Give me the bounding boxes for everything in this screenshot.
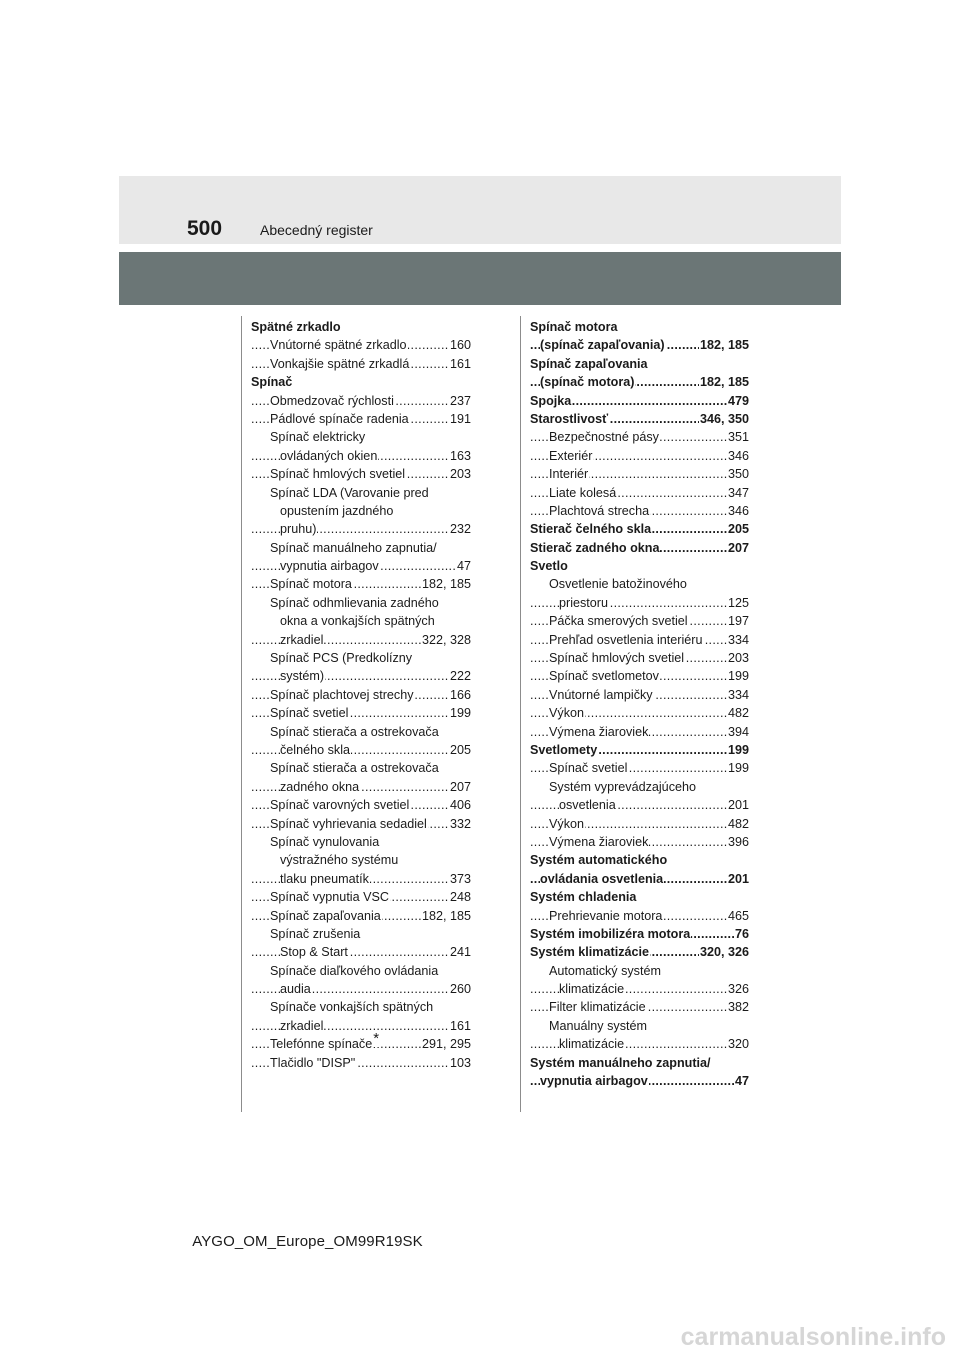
entry-page-ref: 291, 295 [421,1035,471,1053]
entry-label: Systém vyprevádzajúceho [549,779,696,794]
entry-page-ref: 207 [449,778,471,796]
entry-page-ref: 203 [727,649,749,667]
index-entry [530,392,749,410]
entry-page-ref: 205 [449,741,471,759]
index-entry [530,631,749,649]
entry-label: Výmena žiaroviek [549,834,649,849]
index-entry [530,704,749,722]
entry-page-ref: 406 [449,796,471,814]
index-entry [251,355,471,373]
entry-label: Telefónne spínače [270,1037,373,1052]
index-entry [530,888,749,906]
index-entry [530,484,749,502]
index-entry [251,907,471,925]
entry-label: Spínač PCS (Predkolízny [270,651,413,666]
entry-label: Spínač [251,375,293,390]
index-entry [251,962,471,980]
index-entry [251,741,471,759]
entry-page-ref: 205 [727,520,749,538]
index-entry [530,833,749,851]
entry-page-ref: 207 [727,539,749,557]
entry-label: Vnútorné spätné zrkadlo [270,338,407,353]
entry-label: Spínač plachtovej strechy [270,687,414,702]
section-title: Abecedný register [260,222,373,238]
index-entry [251,502,471,520]
footnote-marker: * [373,1030,380,1048]
entry-label: osvetlenia [559,798,616,813]
entry-label: Spínač stierača a ostrekovača [270,761,439,776]
page-number: 500 [187,217,223,240]
entry-page-ref: 346 [727,447,749,465]
index-entry [251,594,471,612]
index-entry [530,778,749,796]
entry-page-ref: 351 [727,428,749,446]
index-entry [530,1035,749,1053]
entry-page-ref: 199 [727,741,749,759]
entry-label: Výkon [549,706,585,721]
section-band [119,252,841,305]
index-entry [530,925,749,943]
index-entry [251,759,471,777]
index-entry [251,575,471,593]
entry-page-ref: 465 [727,907,749,925]
document-code: AYGO_OM_Europe_OM99R19SK [192,1233,423,1250]
entry-page-ref: 160 [449,336,471,354]
entry-label: Exteriér [549,448,593,463]
entry-label: Spínač motora [270,577,352,592]
entry-label: Automatický systém [549,963,661,978]
entry-label: Svetlomety [530,742,598,757]
index-entry [251,520,471,538]
entry-label: Spínač zapaľovania [270,908,381,923]
index-entry [251,631,471,649]
entry-page-ref: 334 [727,631,749,649]
entry-page-ref: 347 [727,484,749,502]
entry-page-ref: 322, 328 [421,631,471,649]
index-entry [530,557,749,575]
entry-page-ref: 47 [734,1072,749,1090]
entry-label: Pádlové spínače radenia [270,411,409,426]
entry-label: vypnutia airbagov [540,1074,648,1089]
index-entry [251,1017,471,1035]
index-entry [530,502,749,520]
entry-page-ref: 199 [727,667,749,685]
entry-label: Spínač varovných svetiel [270,798,410,813]
entry-label: Spínač vypnutia VSC [270,890,390,905]
entry-label: tlaku pneumatík [280,871,369,886]
entry-label: Systém manuálneho zapnutia/ [530,1055,711,1070]
left-column-rule [241,316,242,1112]
entry-label: Spojka [530,393,572,408]
index-entry [251,428,471,446]
entry-label: zrkadiel [280,1018,324,1033]
entry-label: Spínač svetiel [270,706,349,721]
entry-page-ref: 201 [727,870,749,888]
index-entry [530,428,749,446]
right-column-rule [520,316,521,1112]
entry-page-ref: 166 [449,686,471,704]
entry-page-ref: 260 [449,980,471,998]
entry-label: Starostlivosť [530,411,609,426]
index-entry [530,520,749,538]
entry-page-ref: 382 [727,998,749,1016]
entry-label: Spínač manuálneho zapnutia/ [270,540,437,555]
entry-page-ref: 201 [727,796,749,814]
entry-page-ref: 237 [449,392,471,410]
index-entry [530,594,749,612]
index-entry [251,465,471,483]
index-entry [530,410,749,428]
entry-label: priestoru [559,595,608,610]
entry-label: zrkadiel [280,632,324,647]
entry-label: Systém chladenia [530,890,637,905]
index-column-right [530,318,749,1090]
index-entry [530,759,749,777]
entry-page-ref: 232 [449,520,471,538]
index-entry [251,539,471,557]
entry-page-ref: 482 [727,815,749,833]
entry-label: Spínač svetlometov [549,669,659,684]
index-entry [530,667,749,685]
index-entry [251,796,471,814]
entry-label: Spínač vyhrievania sedadiel [270,816,427,831]
entry-label: klimatizácie [559,982,625,997]
entry-page-ref: 191 [449,410,471,428]
index-entry [251,392,471,410]
entry-label: Prehrievanie motora [549,908,663,923]
entry-label: Prehľad osvetlenia interiéru [549,632,703,647]
index-entry [251,318,471,336]
entry-label: Systém imobilizéra motora [530,926,691,941]
entry-label: Spínač hmlových svetiel [270,467,406,482]
index-entry [251,1030,471,1053]
index-entry [530,962,749,980]
index-entry [251,1054,471,1072]
entry-label: Spínač stierača a ostrekovača [270,724,439,739]
entry-page-ref: 482 [727,704,749,722]
entry-label: Bezpečnostné pásy [549,430,659,445]
index-entry [251,980,471,998]
entry-label: Manuálny systém [549,1018,647,1033]
index-entry [251,778,471,796]
entry-label: Osvetlenie batožinového [549,577,687,592]
entry-label: Spínač zapaľovania [530,356,648,371]
entry-label: Spínač elektricky [270,430,366,445]
entry-label: (spínač zapaľovania) [540,338,665,353]
index-entry [530,465,749,483]
entry-label: Filter klimatizácie [549,1000,646,1015]
index-entry [530,318,749,336]
index-entry [530,612,749,630]
index-entry [251,998,471,1016]
entry-label: Výkon [549,816,585,831]
entry-label: Spínač motora [530,320,618,334]
entry-label: vypnutia airbagov [280,559,379,574]
index-entry [251,723,471,741]
entry-page-ref: 241 [449,943,471,961]
entry-label: Spätné zrkadlo [251,320,341,334]
index-entry [530,649,749,667]
entry-page-ref: 76 [734,925,749,943]
index-entry [251,336,471,354]
entry-label: Spínače diaľkového ovládania [270,963,439,978]
index-entry [251,815,471,833]
entry-label: Liate kolesá [549,485,617,500]
entry-label: Stop & Start [280,945,348,960]
entry-label: Systém klimatizácie [530,945,650,960]
entry-label: Systém automatického [530,853,668,868]
entry-label: Plachtová strecha [549,503,650,518]
entry-page-ref: 161 [449,355,471,373]
index-entry [530,851,749,869]
entry-label: Vnútorné lampičky [549,687,653,702]
entry-page-ref: 47 [456,557,471,575]
entry-label: Spínač LDA (Varovanie pred [270,485,429,500]
index-entry [530,1072,749,1090]
entry-label: Spínač odhmlievania zadného [270,595,439,610]
entry-page-ref: 248 [449,888,471,906]
index-entry [530,998,749,1016]
entry-label: zadného okna [280,779,360,794]
entry-label: Spínač zrušenia [270,926,361,941]
entry-page-ref: 203 [449,465,471,483]
index-entry [530,447,749,465]
entry-page-ref: 182, 185 [699,373,749,391]
entry-label: Svetlo [530,559,568,574]
entry-label: Stierač čelného skla [530,522,652,537]
entry-label: Stierač zadného okna [530,540,660,555]
entry-label: Spínač vynulovania [270,834,380,849]
entry-label: pruhu) [280,522,317,537]
entry-label: Páčka smerových svetiel [549,614,688,629]
entry-label: ovládaných okien [280,448,378,463]
index-entry [530,980,749,998]
entry-label: Spínač svetiel [549,761,628,776]
index-entry [251,410,471,428]
index-column-left [251,318,471,1072]
entry-page-ref: 326 [727,980,749,998]
entry-label: čelného skla [280,742,351,757]
index-entry [251,649,471,667]
index-entry [251,557,471,575]
entry-page-ref: 161 [449,1017,471,1035]
entry-label: klimatizácie [559,1037,625,1052]
index-entry [530,686,749,704]
index-entry [530,373,749,391]
entry-label: Spínače vonkajších spätných [270,1000,434,1015]
entry-page-ref: 182, 185 [421,907,471,925]
index-entry [530,539,749,557]
index-entry [530,336,749,354]
index-entry [530,943,749,961]
entry-label: Obmedzovač rýchlosti [270,393,394,408]
index-entry [251,484,471,502]
entry-label: systém) [280,669,325,684]
entry-page-ref: 373 [449,870,471,888]
index-entry [251,851,471,869]
index-entry [530,575,749,593]
index-entry [251,888,471,906]
entry-label: opustením jazdného [280,503,394,518]
index-entry [251,447,471,465]
entry-page-ref: 320, 326 [699,943,749,961]
entry-label: audia [280,982,311,997]
index-entry [251,373,471,391]
entry-page-ref: 125 [727,594,749,612]
index-entry [251,925,471,943]
index-entry [530,741,749,759]
index-entry [530,907,749,925]
index-entry [251,686,471,704]
header-band [119,176,841,244]
index-entry [251,943,471,961]
entry-page-ref: 163 [449,447,471,465]
entry-label: Interiér [549,467,589,482]
entry-label: okna a vonkajších spätných [280,614,435,629]
entry-page-ref: 334 [727,686,749,704]
index-entry [251,870,471,888]
index-entry [251,612,471,630]
entry-page-ref: 394 [727,723,749,741]
entry-label: ovládania osvetlenia [540,871,664,886]
entry-page-ref: 346, 350 [699,410,749,428]
index-entry [251,667,471,685]
entry-page-ref: 182, 185 [421,575,471,593]
entry-page-ref: 222 [449,667,471,685]
entry-page-ref: 182, 185 [699,336,749,354]
index-entry [530,796,749,814]
index-entry [530,1054,749,1072]
entry-label: (spínač motora) [540,375,635,390]
entry-page-ref: 350 [727,465,749,483]
entry-label: výstražného systému [280,853,399,868]
index-entry [530,723,749,741]
entry-page-ref: 103 [449,1054,471,1072]
entry-page-ref: 332 [449,815,471,833]
entry-page-ref: 199 [449,704,471,722]
entry-page-ref: 197 [727,612,749,630]
entry-label: Výmena žiaroviek [549,724,649,739]
entry-page-ref: 320 [727,1035,749,1053]
index-entry [530,815,749,833]
index-entry [530,355,749,373]
entry-label: Vonkajšie spätné zrkadlá [270,356,410,371]
entry-label: Spínač hmlových svetiel [549,651,685,666]
index-entry [251,704,471,722]
entry-page-ref: 346 [727,502,749,520]
index-entry [251,833,471,851]
entry-page-ref: 396 [727,833,749,851]
watermark: carmanualsonline.info [680,1323,946,1351]
index-entry [530,870,749,888]
entry-page-ref: 479 [727,392,749,410]
entry-page-ref: 199 [727,759,749,777]
index-entry [530,1017,749,1035]
entry-label: Tlačidlo "DISP" [270,1055,356,1070]
